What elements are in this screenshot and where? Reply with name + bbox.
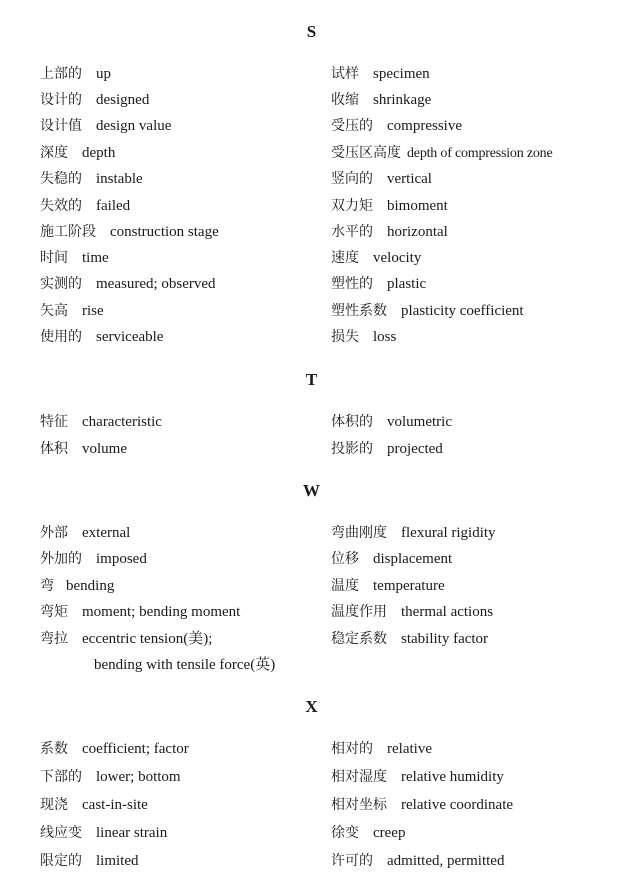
term-zh: 塑性的	[331, 276, 373, 292]
glossary-entry	[331, 64, 430, 84]
term-en: characteristic	[82, 414, 162, 430]
term-zh: 弯拉	[40, 631, 68, 647]
term-zh: 相对的	[331, 741, 373, 757]
term-zh: 外部	[40, 525, 68, 541]
term-zh: 线应变	[40, 825, 82, 841]
glossary-entry	[40, 274, 216, 294]
term-en: specimen	[373, 66, 430, 82]
glossary-entry	[40, 412, 162, 432]
glossary-entry	[40, 116, 171, 136]
term-zh: 试样	[331, 66, 359, 82]
glossary-entry	[40, 196, 130, 216]
term-zh: 使用的	[40, 329, 82, 345]
term-en: volumetric	[387, 414, 452, 430]
glossary-entry-continuation: bending with tensile force(英)	[94, 657, 276, 673]
term-en: compressive	[387, 118, 462, 134]
glossary-entry	[40, 629, 212, 649]
term-en: displacement	[373, 551, 453, 567]
term-zh: 矢高	[40, 303, 68, 319]
term-en: bimoment	[387, 198, 448, 214]
term-zh: 外加的	[40, 551, 82, 567]
term-zh: 水平的	[331, 224, 373, 240]
section-letter-t: T	[305, 370, 318, 389]
glossary-entry	[40, 301, 104, 321]
term-en: velocity	[373, 250, 422, 266]
glossary-entry	[331, 549, 452, 569]
term-en: failed	[96, 198, 131, 214]
term-zh: 速度	[331, 250, 359, 266]
term-en: coefficient; factor	[82, 741, 189, 757]
term-zh: 设计值	[40, 118, 82, 134]
term-en: stability factor	[401, 631, 489, 647]
term-zh: 深度	[40, 145, 68, 161]
term-en: serviceable	[96, 329, 164, 345]
section-letter-x: X	[305, 697, 318, 716]
glossary-entry	[331, 143, 552, 164]
glossary-entry	[40, 222, 219, 242]
section-letter-w: W	[303, 481, 320, 500]
term-en: measured; observed	[96, 276, 216, 292]
glossary-entry	[331, 274, 426, 294]
glossary-entry	[331, 767, 504, 787]
term-zh: 相对湿度	[331, 769, 387, 785]
term-zh: 受压的	[331, 118, 373, 134]
term-en: relative	[387, 741, 432, 757]
term-zh: 竖向的	[331, 171, 373, 187]
term-en: volume	[82, 441, 127, 457]
term-zh: 上部的	[40, 66, 82, 82]
term-en: relative coordinate	[401, 797, 514, 813]
term-zh: 弯曲刚度	[331, 525, 387, 541]
term-zh: 温度	[331, 578, 359, 594]
term-zh: 施工阶段	[40, 224, 96, 240]
term-en: loss	[373, 329, 397, 345]
term-zh: 徐变	[331, 825, 359, 841]
term-zh: 体积	[40, 441, 68, 457]
term-zh: 塑性系数	[331, 303, 387, 319]
term-en: moment; bending moment	[82, 604, 241, 620]
term-en: projected	[387, 441, 443, 457]
term-zh: 双力矩	[331, 198, 373, 214]
glossary-entry	[40, 739, 189, 759]
glossary-entry	[331, 169, 432, 189]
glossary-entry	[40, 549, 147, 569]
term-en: limited	[96, 853, 139, 869]
term-zh: 失效的	[40, 198, 82, 214]
term-zh: 稳定系数	[331, 631, 387, 647]
glossary-entry	[40, 90, 149, 110]
term-en: plasticity coefficient	[401, 303, 524, 319]
glossary-entry	[331, 629, 488, 649]
term-en: external	[82, 525, 131, 541]
term-zh: 温度作用	[331, 604, 387, 620]
term-en: admitted, permitted	[387, 853, 505, 869]
glossary-entry	[40, 851, 139, 871]
term-en: construction stage	[110, 224, 219, 240]
term-zh: 实测的	[40, 276, 82, 292]
term-zh: 系数	[40, 741, 68, 757]
term-en: bending	[66, 578, 115, 594]
term-en: depth	[82, 145, 116, 161]
glossary-entry	[331, 248, 421, 268]
glossary-entry	[331, 90, 431, 110]
term-zh: 弯	[40, 578, 54, 594]
term-zh: 许可的	[331, 853, 373, 869]
glossary-entry	[40, 767, 181, 787]
glossary-entry	[331, 823, 405, 843]
glossary-entry	[40, 523, 130, 543]
glossary-entry	[331, 301, 524, 321]
term-en: designed	[96, 92, 150, 108]
term-zh: 投影的	[331, 441, 373, 457]
term-zh: 收缩	[331, 92, 359, 108]
term-en: cast-in-site	[82, 797, 148, 813]
term-en: creep	[373, 825, 406, 841]
glossary-entry	[40, 64, 111, 84]
term-en: lower; bottom	[96, 769, 181, 785]
glossary-entry	[331, 523, 496, 543]
term-en: temperature	[373, 578, 445, 594]
glossary-entry	[331, 851, 504, 871]
glossary-entry	[40, 439, 127, 459]
glossary-entry	[331, 602, 493, 622]
term-en: linear strain	[96, 825, 168, 841]
glossary-entry	[40, 576, 114, 596]
glossary-entry	[40, 823, 167, 843]
term-en: design value	[96, 118, 172, 134]
term-en: eccentric tension(美);	[82, 631, 213, 647]
term-zh: 时间	[40, 250, 68, 266]
glossary-entry	[331, 222, 448, 242]
term-zh: 设计的	[40, 92, 82, 108]
term-en: up	[96, 66, 111, 82]
glossary-entry	[331, 739, 432, 759]
glossary-entry	[40, 327, 163, 347]
term-zh: 下部的	[40, 769, 82, 785]
glossary-entry	[40, 602, 240, 622]
term-en: depth of compression zone	[407, 146, 553, 161]
term-en: time	[82, 250, 109, 266]
glossary-entry	[331, 116, 462, 136]
section-letter-s: S	[306, 22, 317, 41]
glossary-entry	[331, 576, 445, 596]
term-en: flexural rigidity	[401, 525, 496, 541]
glossary-entry	[331, 196, 448, 216]
glossary-entry	[40, 248, 109, 268]
term-zh: 相对坐标	[331, 797, 387, 813]
term-zh: 现浇	[40, 797, 68, 813]
term-en: plastic	[387, 276, 427, 292]
term-zh: 限定的	[40, 853, 82, 869]
glossary-entry	[331, 795, 513, 815]
term-zh: 位移	[331, 551, 359, 567]
term-zh: 弯矩	[40, 604, 68, 620]
term-en: thermal actions	[401, 604, 494, 620]
term-zh: 体积的	[331, 414, 373, 430]
term-en: instable	[96, 171, 143, 187]
term-en: horizontal	[387, 224, 448, 240]
term-zh: 受压区高度	[331, 145, 401, 161]
glossary-entry	[40, 795, 148, 815]
glossary-entry	[331, 327, 396, 347]
term-en: vertical	[387, 171, 432, 187]
term-zh: 损失	[331, 329, 359, 345]
term-en: shrinkage	[373, 92, 432, 108]
term-en: relative humidity	[401, 769, 504, 785]
term-zh: 特征	[40, 414, 68, 430]
glossary-entry	[40, 169, 143, 189]
glossary-entry	[331, 412, 452, 432]
term-en: imposed	[96, 551, 147, 567]
glossary-entry	[40, 143, 115, 163]
glossary-entry	[331, 439, 443, 459]
term-en: rise	[82, 303, 104, 319]
term-zh: 失稳的	[40, 171, 82, 187]
